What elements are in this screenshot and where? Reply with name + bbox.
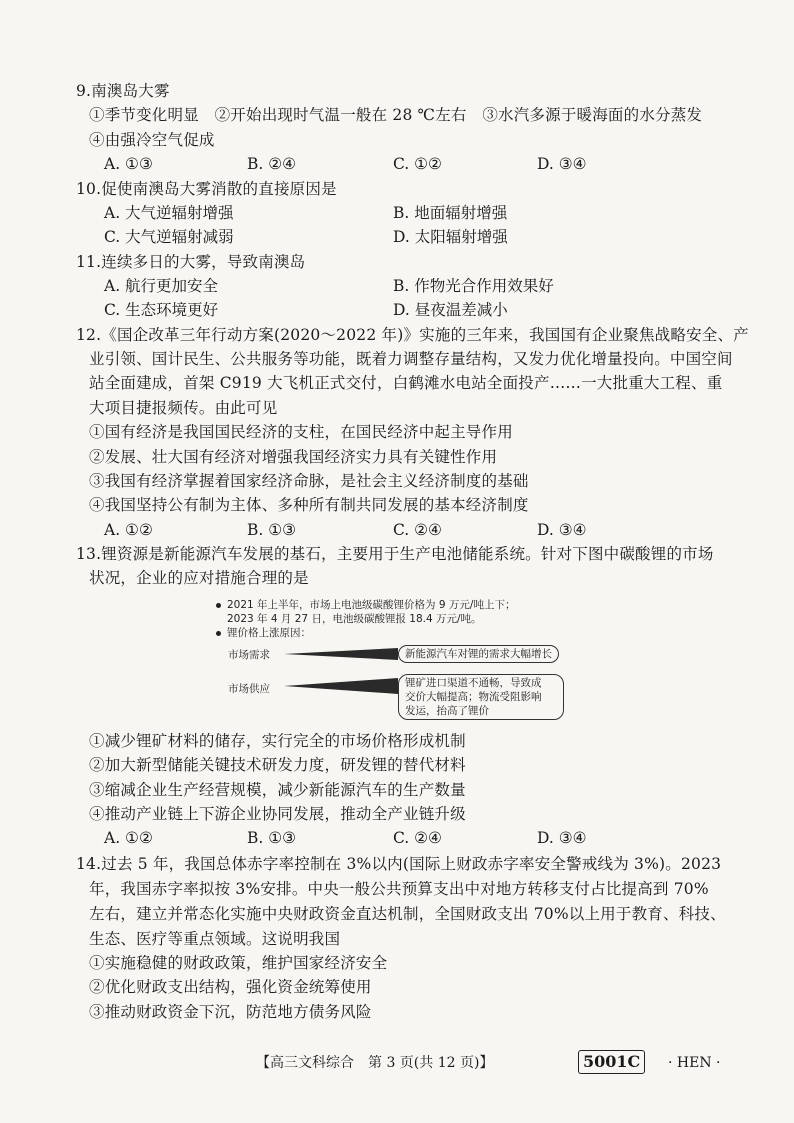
q13-option-b: B. ①③ — [247, 829, 297, 847]
q11-option-c: C. 生态环境更好 — [104, 301, 219, 319]
q13-item-4: ④推动产业链上下游企业协同发展，推动全产业链升级 — [89, 805, 466, 823]
q9-statements-line1: ①季节变化明显 ②开始出现时气温一般在 28 ℃左右 ③水汽多源于暖海面的水分蒸发 — [89, 106, 703, 124]
footer-region-code: · HEN · — [668, 1055, 721, 1071]
q13-option-a: A. ①② — [104, 829, 153, 847]
bullet-dot — [216, 603, 221, 608]
q12-stem-line2: 业引领、国计民生、公共服务等功能，既着力调整存量结构，又发力优化增量投向。中国空间 — [89, 350, 733, 368]
q12-option-d: D. ③④ — [537, 521, 587, 539]
q14-item-2: ②优化财政支出结构，强化资金统筹使用 — [89, 978, 372, 996]
q13-item-2: ②加大新型储能关键技术研发力度，研发锂的替代材料 — [89, 756, 466, 774]
q12-item-4: ④我国坚持公有制为主体、多种所有制共同发展的基本经济制度 — [89, 496, 529, 514]
supply-reason-line3: 发运，抬高了锂价 — [405, 705, 489, 717]
figure-bullet1-line1: 2021 年上半年，市场上电池级碳酸锂价格为 9 万元/吨上下； — [216, 598, 515, 612]
lithium-price-figure — [212, 596, 612, 724]
figure-bullet1-line2: 2023 年 4 月 27 日，电池级碳酸锂报 18.4 万元/吨。 — [227, 613, 482, 625]
q14-stem-line2: 年，我国赤字率拟按 3%安排。中央一般公共预算支出中对地方转移支付占比提高到 70% — [89, 880, 709, 898]
q14-stem-line1: 14.过去 5 年，我国总体赤字率控制在 3%以内(国际上财政赤字率安全警戒线为 3%)。2023 — [76, 855, 722, 873]
q9-option-b: B. ②④ — [247, 155, 297, 173]
q12-item-1: ①国有经济是我国国民经济的支柱，在国民经济中起主导作用 — [89, 423, 513, 441]
q13-item-3: ③缩减企业生产经营规模，减少新能源汽车的生产数量 — [89, 781, 466, 799]
q14-stem-line3: 左右，建立并常态化实施中央财政资金直达机制，全国财政支出 70%以上用于教育、科技、 — [89, 905, 726, 923]
q10-option-c: C. 大气逆辐射减弱 — [104, 228, 234, 246]
footer-page-info: 【高三文科综合 第 3 页(共 12 页)】 — [256, 1055, 494, 1071]
supply-reason-line2: 交价大幅提高；物流受阻影响 — [405, 691, 542, 703]
q10-option-b: B. 地面辐射增强 — [393, 204, 508, 222]
q13-stem-line1: 13.锂资源是新能源汽车发展的基石，主要用于生产电池储能系统。针对下图中碳酸锂的市场 — [76, 545, 714, 563]
q11-option-b: B. 作物光合作用效果好 — [393, 277, 554, 295]
q14-item-1: ①实施稳健的财政政策，维护国家经济安全 — [89, 954, 388, 972]
exam-code-badge: 5001C — [578, 1050, 645, 1074]
q14-item-3: ③推动财政资金下沉，防范地方债务风险 — [89, 1003, 372, 1021]
q10-option-d: D. 太阳辐射增强 — [393, 228, 508, 246]
q12-stem-line1: 12.《国企改革三年行动方案(2020～2022 年)》实施的三年来，我国国有企业聚焦战略安全、产 — [76, 326, 749, 344]
q11-stem: 11.连续多日的大雾，导致南澳岛 — [76, 253, 306, 271]
q12-stem-line3: 站全面建成，首架 C919 大飞机正式交付，白鹤滩水电站全面投产……一大批重大工程、重 — [89, 374, 723, 392]
figure-bullet2: 锂价格上涨原因： — [216, 626, 311, 640]
q9-option-d: D. ③④ — [537, 155, 587, 173]
q11-option-d: D. 昼夜温差减小 — [393, 301, 508, 319]
q12-stem-line4: 大项目捷报频传。由此可见 — [89, 399, 278, 417]
demand-reason-box: 新能源汽车对锂的需求大幅增长 — [398, 645, 559, 663]
q9-option-a: A. ①③ — [104, 155, 153, 173]
q13-item-1: ①减少锂矿材料的储存，实行完全的市场价格形成机制 — [89, 732, 466, 750]
q12-option-c: C. ②④ — [393, 521, 442, 539]
demand-arrow-wedge — [284, 646, 400, 662]
q13-option-d: D. ③④ — [537, 829, 587, 847]
bullet-dot — [216, 631, 221, 636]
q10-stem: 10.促使南澳岛大雾消散的直接原因是 — [76, 180, 337, 198]
q13-option-c: C. ②④ — [393, 829, 442, 847]
supply-reason-box — [398, 674, 564, 720]
demand-label: 市场需求 — [228, 649, 270, 661]
supply-arrow-wedge — [284, 676, 400, 696]
q9-stem: 9.南澳岛大雾 — [76, 82, 170, 100]
q13-stem-line2: 状况，企业的应对措施合理的是 — [89, 569, 309, 587]
q9-statements-line2: ④由强冷空气促成 — [89, 131, 215, 149]
q10-option-a: A. 大气逆辐射增强 — [104, 204, 234, 222]
q12-option-a: A. ①② — [104, 521, 153, 539]
q12-option-b: B. ①③ — [247, 521, 297, 539]
q9-option-c: C. ①② — [393, 155, 442, 173]
q12-item-2: ②发展、壮大国有经济对增强我国经济实力具有关键性作用 — [89, 448, 498, 466]
supply-label: 市场供应 — [228, 683, 270, 695]
q12-item-3: ③我国有经济掌握着国家经济命脉，是社会主义经济制度的基础 — [89, 472, 529, 490]
q14-stem-line4: 生态、医疗等重点领域。这说明我国 — [89, 930, 341, 948]
supply-reason-line1: 锂矿进口渠道不通畅，导致成 — [405, 677, 542, 689]
q11-option-a: A. 航行更加安全 — [104, 277, 219, 295]
